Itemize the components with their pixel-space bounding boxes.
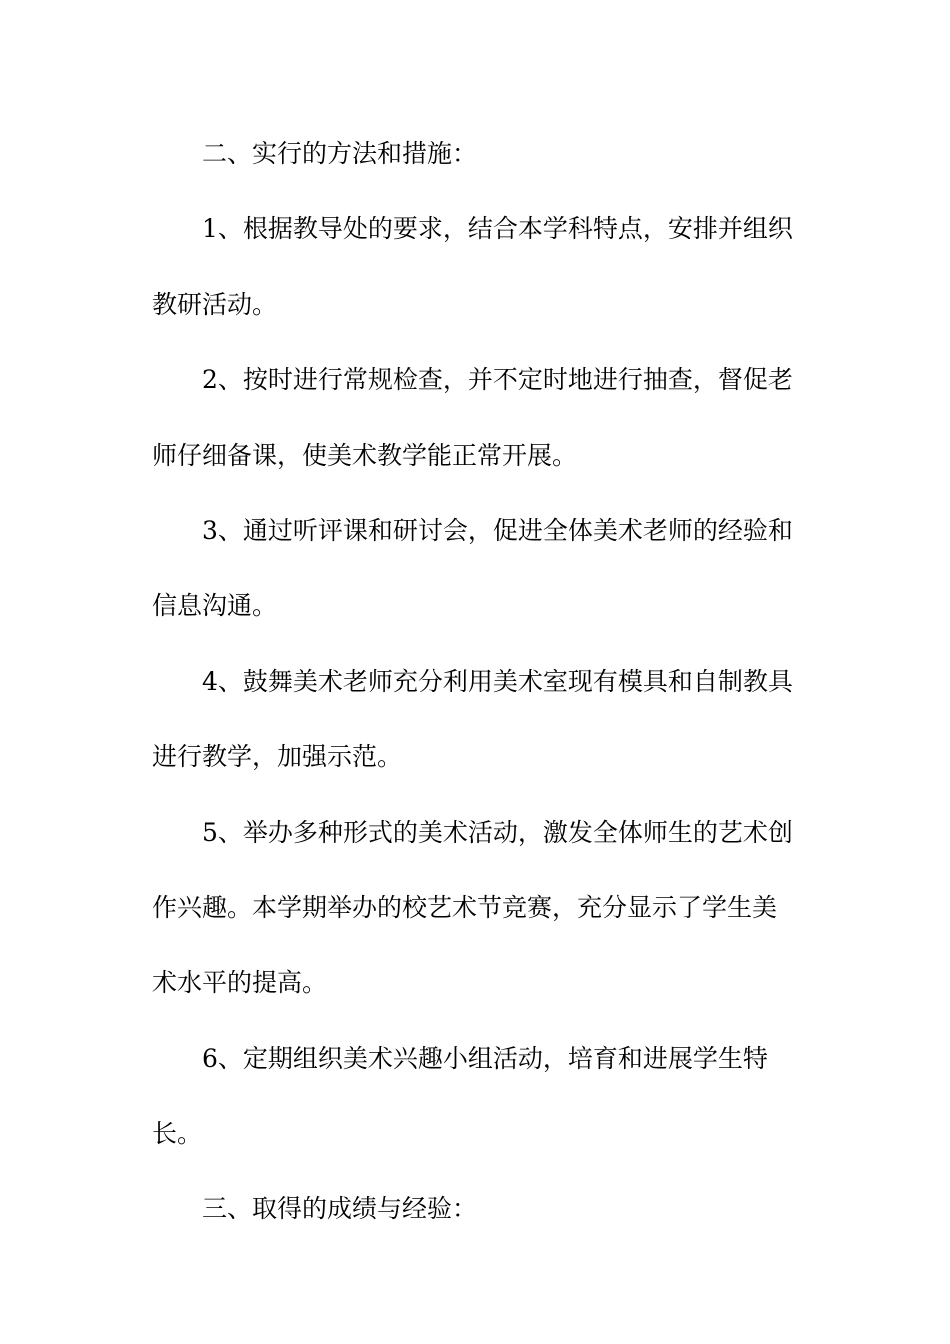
- document-body: [152, 136, 812, 1267]
- paragraph-6-line-1: 6、定期组织美术兴趣小组活动，培育和进展学生特: [202, 1043, 768, 1073]
- paragraph-3-line-1: 3、通过听评课和研讨会，促进全体美术老师的经验和: [202, 515, 793, 545]
- paragraph-2-line-2: 师仔细备课，使美术教学能正常开展。: [152, 440, 578, 470]
- paragraph-4-line-1: 4、鼓舞美术老师充分利用美术室现有模具和自制教具: [202, 666, 793, 696]
- paragraph-1-line-2: 教研活动。: [152, 289, 278, 319]
- paragraph-2-line-1: 2、按时进行常规检查，并不定时地进行抽查，督促老: [202, 365, 793, 395]
- paragraph-4-line-2: 进行教学，加强示范。: [152, 742, 403, 772]
- section-heading-methods: 二、实行的方法和措施：: [202, 139, 478, 168]
- paragraph-1-line-1: 1、根据教导处的要求，结合本学科特点，安排并组织: [202, 214, 793, 244]
- paragraph-5-line-2: 作兴趣。本学期举办的校艺术节竞赛，充分显示了学生美: [152, 892, 778, 922]
- paragraph-6-line-2: 长。: [152, 1119, 203, 1149]
- paragraph-3-line-2: 信息沟通。: [152, 591, 278, 621]
- paragraph-5-line-1: 5、举办多种形式的美术活动，激发全体师生的艺术创: [202, 817, 793, 847]
- paragraph-5-line-3: 术水平的提高。: [152, 968, 328, 998]
- section-heading-achievements: 三、取得的成绩与经验：: [202, 1194, 478, 1224]
